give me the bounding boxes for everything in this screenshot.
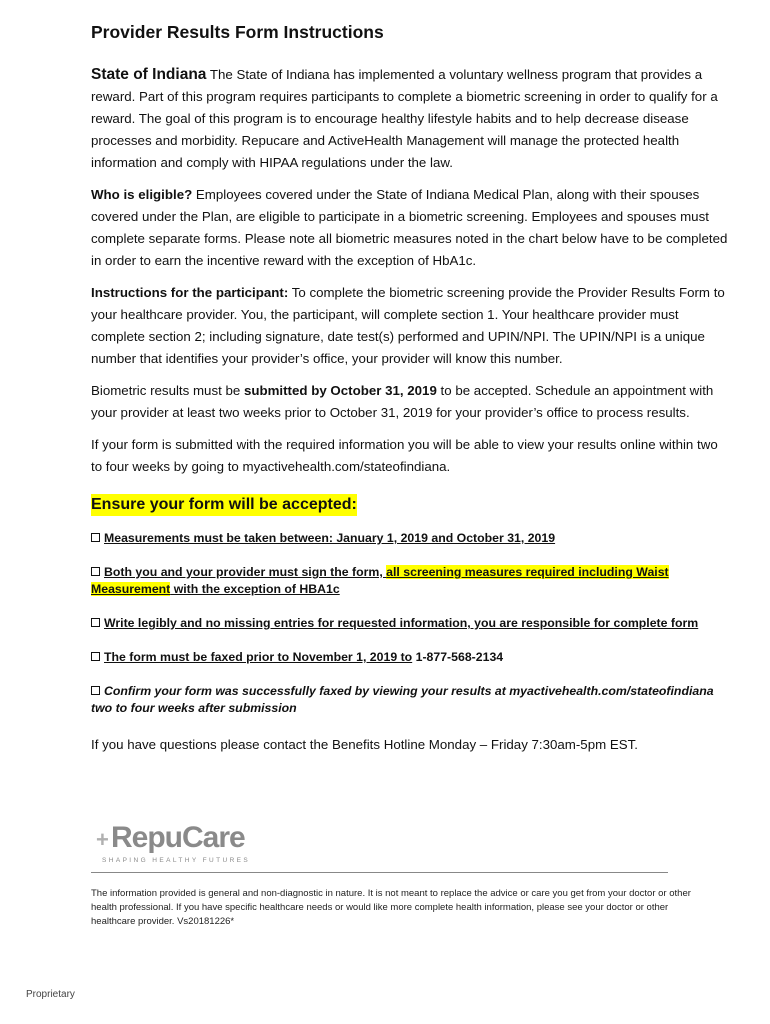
checklist-text: Both you and your provider must sign the form, [104,565,387,579]
divider [91,872,668,873]
intro-paragraph [91,64,731,174]
eligibility-paragraph [91,184,731,272]
eligibility-text: Employees covered under the State of Indiana Medical Plan, along with their spouses covered under the Plan, are eligible to participate in a biometric screening. Employees and spouses must complete separate forms. Please note all biometric measures noted in the chart below have to be completed in order to earn the incentive reward with the exception of HbA1c. [91,187,728,268]
checklist-item [91,615,731,632]
document-body [91,20,731,766]
checkbox-icon [91,652,100,661]
deadline-pre: Biometric results must be [91,383,244,398]
checklist-item [91,649,731,666]
logo-tagline: SHAPING HEALTHY FUTURES [102,857,251,864]
checklist-text: with the exception of HBA1c [170,582,340,596]
checklist-text: Measurements must be taken between: January 1, 2019 and October 31, 2019 [104,531,556,545]
checklist-text: Write legibly and no missing entries for requested information, you are responsible for complete form [104,616,699,630]
checkbox-icon [91,686,100,695]
instructions-paragraph [91,282,731,370]
checklist-text: The form must be faxed prior to November 1, 2019 to [104,650,413,664]
checklist-item [91,530,731,547]
online-results-paragraph: If your form is submitted with the required information you will be able to view your results online within two to four weeks by going to myactivehealth.com/stateofindiana. [91,437,718,474]
checkbox-icon [91,533,100,542]
deadline-date: submitted by October 31, 2019 [243,383,437,398]
fax-number: 1-877-568-2134 [412,650,504,664]
page-title: Provider Results Form Instructions [91,22,384,42]
deadline-post: to be accepted. Schedule an appointment with your provider at least two weeks prior to October 31, 2019 for your provider’s office to process results. [91,383,714,420]
checkbox-icon [91,618,100,627]
checklist-highlight: all screening measures required including Waist Measurement [91,565,669,596]
instructions-lead: Instructions for the participant: [91,285,289,300]
checkbox-icon [91,567,100,576]
repucare-logo [96,823,256,868]
disclaimer: The information provided is general and non-diagnostic in nature. It is not meant to replace the advice or care you get from your doctor or other health professional. If you have specific healthcare needs or would like more complete health information, please see your doctor or other healthcare provider. Vs20181226* [91,888,691,927]
checklist-item [91,564,731,598]
questions-paragraph: If you have questions please contact the Benefits Hotline Monday – Friday 7:30am-5pm EST. [91,737,638,752]
intro-text: The State of Indiana has implemented a voluntary wellness program that provides a reward. Part of this program requires participants to complete a biometric screening in order to qualify for a reward. The goal of this program is to encourage healthy lifestyle habits and to help decrease disease processes and morbidity. Repucare and ActiveHealth Management will manage the protected health information and comply with HIPAA regulations under the law. [91,67,718,170]
logo-wordmark: RepuCare [111,821,245,854]
footer-label: Proprietary [26,989,75,1000]
checklist-text: Confirm your form was successfully faxed by viewing your results at myactivehealth.com/stateofindiana two to four weeks after submission [91,684,714,715]
eligibility-lead: Who is eligible? [91,187,193,202]
intro-lead: State of Indiana [91,66,207,83]
ensure-heading: Ensure your form will be accepted: [91,494,357,516]
deadline-paragraph [91,380,731,424]
plus-icon: + [96,827,109,852]
checklist-item [91,683,731,717]
instructions-text: To complete the biometric screening provide the Provider Results Form to your healthcare provider. You, the participant, will complete section 1. Your healthcare provider must complete section 2; including signature, date test(s) performed and UPIN/NPI. The UPIN/NPI is a unique number that identifies your provider’s office, your provider will know this number. [91,285,725,366]
